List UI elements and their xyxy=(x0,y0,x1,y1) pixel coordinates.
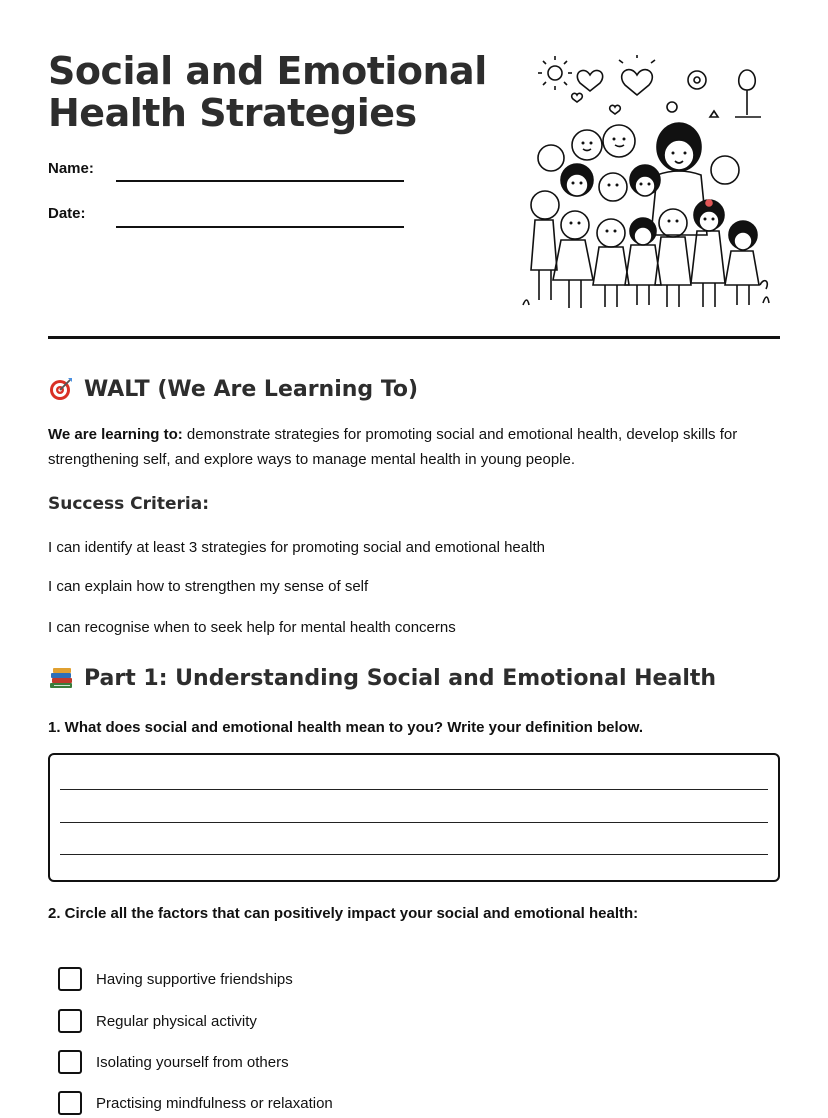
answer-line xyxy=(60,789,768,790)
walt-statement xyxy=(48,422,778,472)
children-group-illustration xyxy=(515,55,775,315)
option-checkbox[interactable] xyxy=(58,1009,82,1033)
walt-lead: We are learning to: xyxy=(48,426,183,443)
sun-doodle-icon xyxy=(548,66,562,80)
name-label: Name: xyxy=(48,160,94,177)
walt-heading xyxy=(48,376,418,402)
part1-heading xyxy=(48,665,716,691)
factor-option[interactable] xyxy=(58,1091,333,1115)
heart-face-doodle-icon xyxy=(577,70,602,91)
success-criteria-heading: Success Criteria: xyxy=(48,494,210,514)
name-field-line[interactable] xyxy=(116,180,404,182)
header-divider xyxy=(48,336,780,339)
definition-answer-box[interactable] xyxy=(48,753,780,882)
option-label: Regular physical activity xyxy=(96,1012,257,1030)
question-2: 2. Circle all the factors that can positively impact your social and emotional health: xyxy=(48,905,639,922)
sun-rays-icon xyxy=(538,56,572,90)
books-icon xyxy=(48,665,74,691)
option-checkbox[interactable] xyxy=(58,967,82,991)
option-checkbox[interactable] xyxy=(58,1091,82,1115)
tree-doodle-icon xyxy=(735,70,761,117)
heart-doodle-icon xyxy=(622,70,653,95)
option-label: Having supportive friendships xyxy=(96,970,293,988)
walt-heading-text: WALT (We Are Learning To) xyxy=(84,376,419,402)
factor-option[interactable] xyxy=(58,967,293,991)
flower-doodle-icon xyxy=(688,71,706,89)
target-dart-icon xyxy=(48,376,74,402)
factor-option[interactable] xyxy=(58,1050,289,1074)
part1-heading-text: Part 1: Understanding Social and Emotional Health xyxy=(84,665,717,691)
option-label: Practising mindfulness or relaxation xyxy=(96,1094,333,1112)
success-criterion-3: I can recognise when to seek help for mental health concerns xyxy=(48,619,456,636)
success-criterion-1: I can identify at least 3 strategies for promoting social and emotional health xyxy=(48,539,545,556)
date-field-line[interactable] xyxy=(116,226,404,228)
answer-line xyxy=(60,822,768,823)
option-label: Isolating yourself from others xyxy=(96,1053,289,1071)
answer-line xyxy=(60,854,768,855)
date-label: Date: xyxy=(48,205,86,222)
title-line-1: Social and Emotional xyxy=(48,49,487,93)
title-line-2: Health Strategies xyxy=(48,91,417,135)
worksheet-title xyxy=(48,50,487,134)
walt-text: demonstrate strategies for promoting social and emotional health, develop skills for strengthening self, and explore ways to manage mental health in young people. xyxy=(48,426,738,468)
option-checkbox[interactable] xyxy=(58,1050,82,1074)
success-criterion-2: I can explain how to strengthen my sense of self xyxy=(48,578,369,595)
question-1: 1. What does social and emotional health mean to you? Write your definition below. xyxy=(48,719,644,736)
factor-option[interactable] xyxy=(58,1009,257,1033)
